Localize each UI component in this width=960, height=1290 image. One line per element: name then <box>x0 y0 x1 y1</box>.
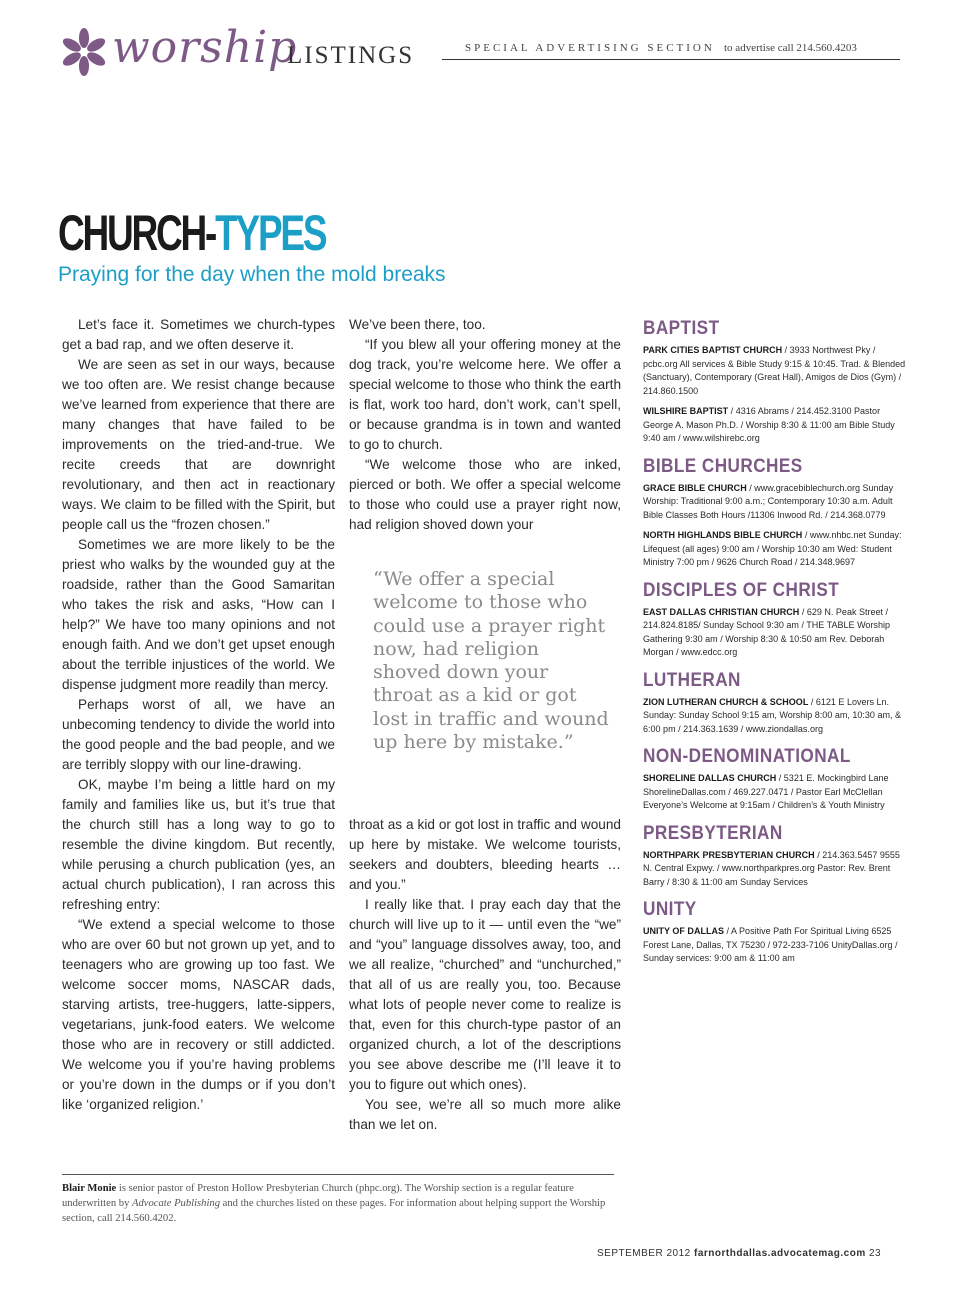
author-bio: Blair Monie is senior pastor of Preston Hollow Presbyterian Church (phpc.org). The Worship section is a regular feature underwritten by Advocate Publishing and the churches listed on these pages. For information about helping support the Worship section, call 214.560.4202. <box>62 1183 606 1224</box>
brand-listings: LISTINGS <box>287 42 415 69</box>
article-title: CHURCH-TYPES <box>58 205 326 261</box>
page-number: 23 <box>869 1248 882 1259</box>
category-title: LUTHERAN <box>643 668 741 691</box>
issue-date: SEPTEMBER 2012 <box>597 1248 691 1259</box>
page-footer <box>597 1248 881 1259</box>
paragraph: We are seen as set in our ways, because we too often are. We resist change because we’ve learned from experience that there are many changes that have failed to be improvements on the tried-and-true. We recite creeds that are downright revolutionary, and then act in reactionary ways. We claim to be filled with the Spirit, but people call us the “frozen chosen.” <box>62 357 335 532</box>
pull-quote: “We offer a special welcome to those who could use a prayer right now, had religion shoved down your throat as a kid or got lost in traffic and wound up here by mistake.” <box>373 568 609 754</box>
listing-entry: EAST DALLAS CHRISTIAN CHURCH / 629 N. Peak Street / 214.824.8185/ Sunday School 9:30 am / THE TABLE Worship Gathering 9:30 am / Worship 8:30 & 10:50 am Rev. Deborah Morgan / www.edcc.org <box>643 606 890 658</box>
category-lutheran <box>643 668 913 737</box>
header-rule <box>442 59 900 60</box>
paragraph: Perhaps worst of all, we have an unbecoming tendency to divide the world into the good people and the bad people, and we are terribly sloppy with our line-drawing. <box>62 697 335 772</box>
article-column-2-top <box>349 315 621 535</box>
paragraph: I really like that. I pray each day that the church will live up to it — until even the “we” and “you” language dissolves away, too, and we all realize, “churched” and “unchurched,” that all of us are really you, too. Because what lots of people never come to realize is that, even for this church-type pastor of an organized church, a lot of the descriptions you see above describe me (I’ll leave it to you to figure out which ones). <box>349 897 621 1092</box>
category-baptist <box>643 316 913 446</box>
category-title: BIBLE CHURCHES <box>643 454 803 477</box>
category-title: UNITY <box>643 898 697 920</box>
category-unity <box>643 897 913 966</box>
listing-entry: PARK CITIES BAPTIST CHURCH / 3933 Northwest Pky / pcbc.org All services & Bible Study 9:15 & 10:45. Trad. & Blended (Sanctuary), Contemporary (Great Hall), Amigos de Dios (Gym) / 214.860.1500 <box>643 345 906 397</box>
category-bible-churches <box>643 454 913 570</box>
flower-logo-icon <box>60 28 108 76</box>
author-name: Blair Monie <box>62 1183 117 1194</box>
paragraph: “We extend a special welcome to those who are over 60 but not grown up yet, and to teenagers who are growing up too fast. We welcome soccer moms, NASCAR dads, starving artists, tree-huggers, latte-sippers, vegetarians, junk-food eaters. We welcome those who are in recovery or still addicted. We welcome you if you’re having problems or you’re down in the dumps or if you don’t like ‘organized religion.’ <box>62 917 335 1112</box>
advertise-phone: to advertise call 214.560.4203 <box>724 42 857 54</box>
section-label: SPECIAL ADVERTISING SECTION <box>465 42 715 54</box>
category-title: DISCIPLES OF CHRIST <box>643 578 840 601</box>
category-presbyterian <box>643 821 913 890</box>
site-link[interactable]: farnorthdallas.advocatemag.com <box>694 1248 866 1259</box>
paragraph: “If you blew all your offering money at the dog track, you’re welcome here. We offer a special welcome to those who think the earth is flat, work too hard, don’t work, can’t spell, or because grandma is in town and wanted to go to church. <box>349 337 621 452</box>
listing-entry: UNITY OF DALLAS / A Positive Path For Spiritual Living 6525 Forest Lane, Dallas, TX 75230 / 972-233-7106 UnityDallas.org / Sunday services: 9:00 am & 11:00 am <box>643 926 898 964</box>
article-subtitle: Praying for the day when the mold breaks <box>58 263 446 286</box>
listing-entry: ZION LUTHERAN CHURCH & SCHOOL / 6121 E Lovers Ln. Sunday: Sunday School 9:15 am, Worship 8:00 am, 10:30 am, & 6:00 pm / 214.363.1639 / www.ziondallas.org <box>643 696 902 735</box>
brand-worship: worship <box>112 22 298 73</box>
listing-entry: WILSHIRE BAPTIST / 4316 Abrams / 214.452.3100 Pastor George A. Mason Ph.D. / Worship 8:30 & 11:00 am Bible Study 9:40 am / www.wilshirebc.org <box>643 406 895 444</box>
category-title: BAPTIST <box>643 317 720 339</box>
paragraph: OK, maybe I’m being a little hard on my family and families like us, but it’s true that the church still has a long way to go to resemble the divine kingdom. But recently, while perusing a church publication (yes, an actual church publication), I ran across this refreshing entry: <box>62 777 335 912</box>
paragraph: “We welcome those who are inked, pierced or both. We offer a special welcome to those who could use a prayer right now, had religion shoved down your <box>349 457 621 532</box>
category-non-denominational <box>643 744 913 813</box>
page-header <box>60 22 900 92</box>
paragraph: Let’s face it. Sometimes we church-types get a bad rap, and we often deserve it. <box>62 317 335 352</box>
church-listings <box>643 316 913 974</box>
listing-entry: NORTH HIGHLANDS BIBLE CHURCH / www.nhbc.net Sunday: Lifequest (all ages) 9:00 am / Worship 10:30 am Wed: Student Ministry 7:00 pm / 9626 Church Road / 214.348.9697 <box>643 530 902 568</box>
listing-entry: NORTHPARK PRESBYTERIAN CHURCH / 214.363.5457 9555 N. Central Expwy. / www.northparkpres.org Pastor: Rev. Brent Barry / 8:30 & 11:00 am Sunday Services <box>643 849 900 888</box>
paragraph: throat as a kid or got lost in traffic and wound up here by mistake. We welcome tourists, seekers and doubters, bleeding hearts … and you.” <box>349 817 621 892</box>
category-title: NON-DENOMINATIONAL <box>643 745 851 767</box>
article-column-1 <box>62 315 335 1115</box>
paragraph: Sometimes we are more likely to be the priest who walks by the wounded guy at the roadside, rather than the Good Samaritan who takes the risk and asks, “How can I help?” We have too many opinions and not enough faith. And we don’t get upset enough about the terrible injustices of the world. We dispense judgment more readily than mercy. <box>62 537 335 692</box>
category-title: PRESBYTERIAN <box>643 821 783 844</box>
bio-rule <box>62 1174 614 1175</box>
article-column-2-bottom <box>349 815 621 1135</box>
category-disciples-of-christ <box>643 578 913 660</box>
listing-entry: GRACE BIBLE CHURCH / www.gracebiblechurch.org Sunday Worship: Traditional 9:00 a.m.; Contemporary 10:30 a.m. Adult Bible Classes Both Hours /11306 Inwood Rd. / 214.368.0779 <box>643 482 894 521</box>
paragraph: We’ve been there, too. <box>349 317 486 332</box>
listing-entry: SHORELINE DALLAS CHURCH / 5321 E. Mockingbird Lane ShorelineDallas.com / 469.227.0471 / Pastor Earl McClellan Everyone’s Welcome at 9:15am / Children’s & Youth Ministry <box>643 773 889 811</box>
paragraph: You see, we’re all so much more alike than we let on. <box>349 1097 621 1132</box>
